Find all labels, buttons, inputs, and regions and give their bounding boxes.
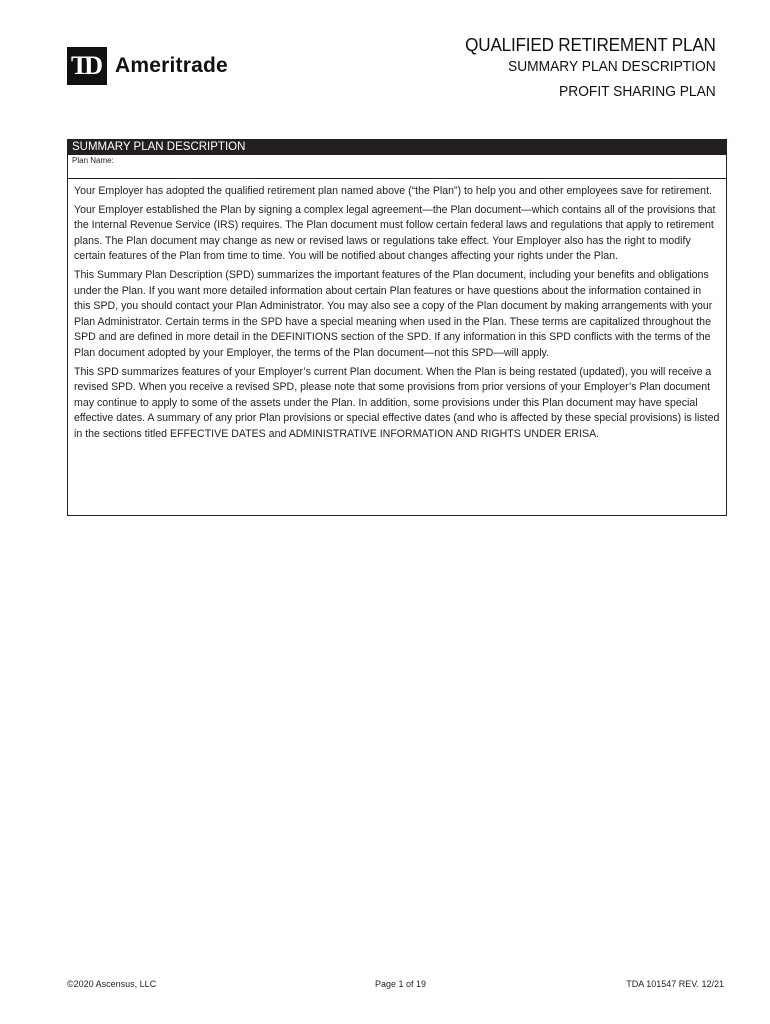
document-titles (452, 34, 716, 103)
td-logo-mark: TD (67, 47, 107, 85)
logo-wordmark: Ameritrade (115, 54, 228, 77)
section-heading: SUMMARY PLAN DESCRIPTION (68, 140, 726, 155)
plan-name-label: Plan Name: (72, 156, 114, 165)
plan-name-field[interactable] (68, 155, 726, 179)
section-body (68, 179, 726, 443)
footer-page-number: Page 1 of 19 (375, 979, 427, 989)
paragraph-plan-document: Your Employer established the Plan by signing a complex legal agreement—the Plan document—which contains all of the provisions that the Internal Revenue Service (IRS) requires. The Plan document must follow certain federal laws and regulations that apply to retirement plans. The Plan document may change as new or revised laws or regulations take effect. Your Employer also has the right to modify certain features of the Plan from time to time. You will be notified about changes affecting your rights under the Plan. (74, 203, 716, 263)
paragraph-intro: Your Employer has adopted the qualified retirement plan named above (“the Plan”) to help you and other employees save for retirement. (74, 185, 712, 197)
plan-type: PROFIT SHARING PLAN (559, 84, 716, 100)
summary-plan-description-section (67, 139, 727, 516)
paragraph-spd-summary: This Summary Plan Description (SPD) summarizes the important features of the Plan document, including your benefits and obligations under the Plan. If you want more detailed information about certain Plan features or have questions about the information contained in this SPD, you should contact your Plan Administrator. You may also see a copy of the Plan document by making arrangements with your Plan Administrator. Certain terms in the SPD have a special meaning when used in the Plan. These terms are capitalized throughout the SPD and are defined in more detail in the DEFINITIONS section of the SPD. If any information in this SPD conflicts with the terms of the Plan document adopted by your Employer, the terms of the Plan document—not this SPD—will apply. (74, 268, 713, 359)
document-title: QUALIFIED RETIREMENT PLAN (465, 35, 716, 55)
footer-copyright: ©2020 Ascensus, LLC (67, 979, 157, 989)
paragraph-restatement: This SPD summarizes features of your Employer’s current Plan document. When the Plan is being restated (updated), you will receive a revised SPD. When you receive a revised SPD, please note that some provisions from prior versions of your Employer’s Plan document may continue to apply to some of the assets under the Plan. In addition, some provisions under this Plan document may have special effective dates. A summary of any prior Plan provisions or special effective dates (and who is affected by these special provisions) is listed in the sections titled EFFECTIVE DATES and ADMINISTRATIVE INFORMATION AND RIGHTS UNDER ERISA. (74, 365, 720, 440)
document-subtitle: SUMMARY PLAN DESCRIPTION (508, 59, 716, 75)
td-ameritrade-logo (67, 47, 228, 85)
footer-form-id: TDA 101547 REV. 12/21 (626, 979, 724, 989)
